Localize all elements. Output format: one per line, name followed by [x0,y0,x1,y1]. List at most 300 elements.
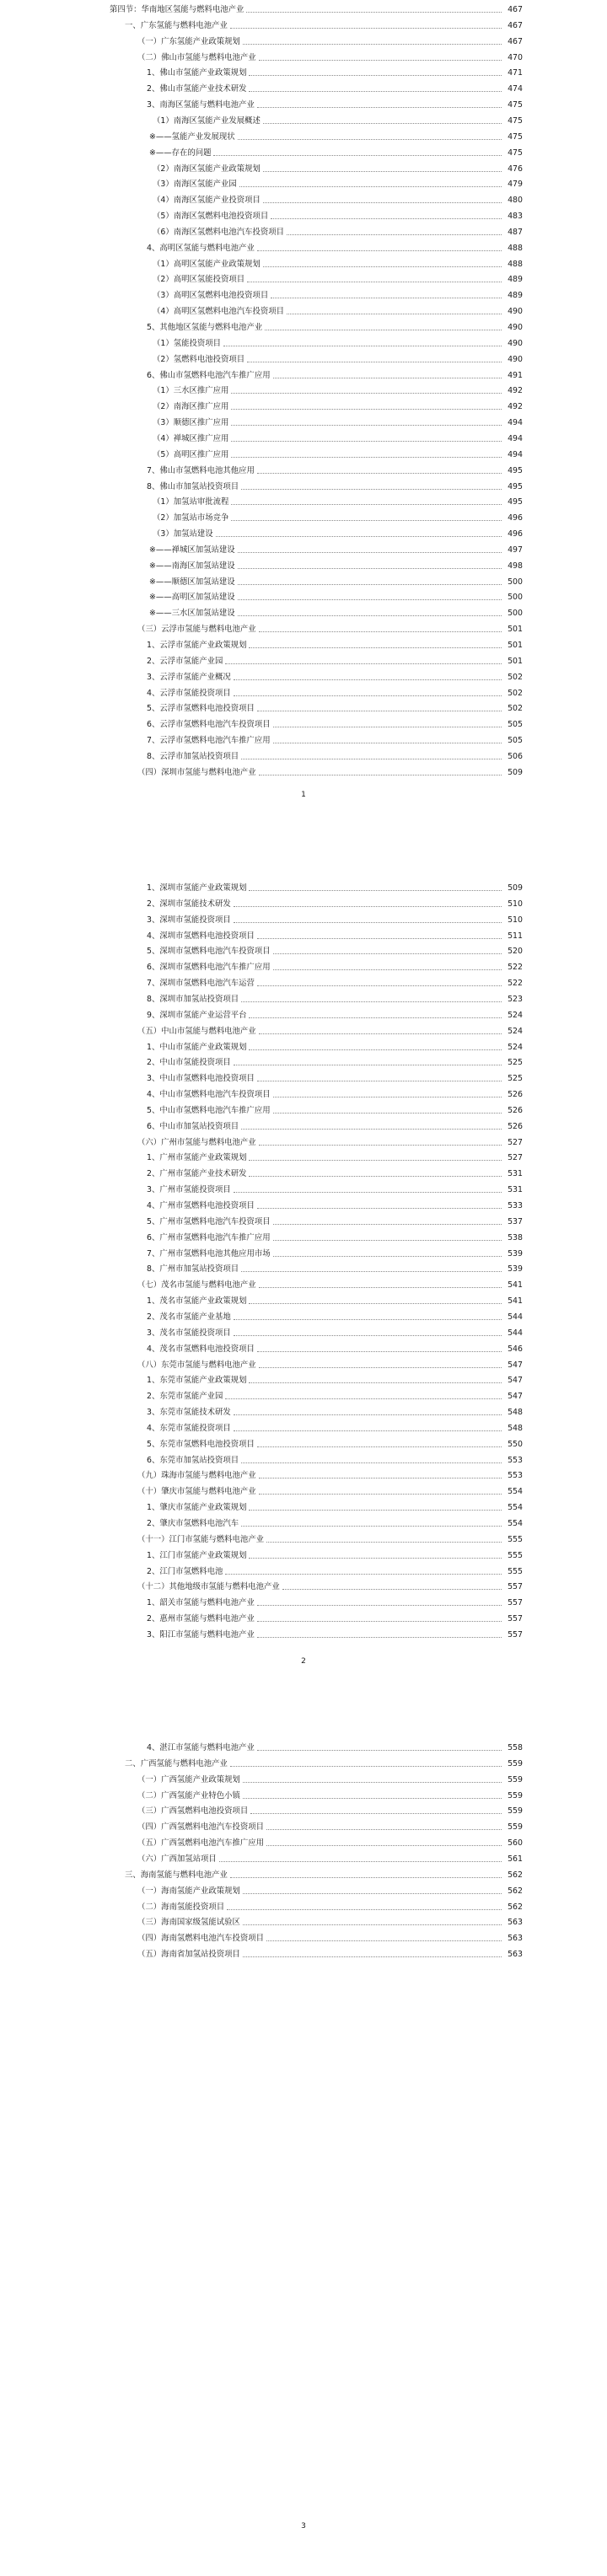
dot-leader [246,11,502,13]
dot-leader [249,74,502,76]
toc-entry[interactable] [147,318,523,333]
dot-leader [234,1334,502,1336]
toc-entry-title: （七）茂名市氢能与燃料电池产业 [137,1280,256,1291]
toc-entry[interactable] [147,1117,523,1132]
toc-entry-title: （三）广西氢燃料电池投资项目 [137,1806,249,1817]
toc-entry-title: （八）东莞市氢能与燃料电池产业 [137,1360,256,1370]
toc-entry[interactable] [137,1530,523,1545]
toc-entry[interactable] [147,1180,523,1195]
toc-entry[interactable] [147,1101,523,1116]
toc-entry[interactable] [147,366,523,381]
toc-entry-page: 475 [508,115,523,126]
toc-entry-title: （三）海南国家级氢能试验区 [137,1918,240,1928]
toc-entry[interactable] [147,1196,523,1211]
dot-leader [241,488,502,490]
dot-leader [241,1525,502,1527]
toc-entry-page: 520 [508,947,523,957]
dot-leader [243,1781,502,1783]
toc-entry[interactable] [137,1945,523,1960]
toc-entry-page: 550 [508,1439,523,1449]
toc-entry-title: 5、东莞市氢燃料电池投资项目 [147,1439,255,1449]
toc-entry-title: 6、中山市加氢站投资项目 [147,1121,239,1131]
dot-leader [257,1207,502,1209]
dot-leader [249,90,502,92]
toc-entry[interactable] [147,1038,523,1053]
dot-leader [231,424,502,426]
dot-leader [231,519,502,521]
toc-entry-title: 6、广州市氢燃料电池汽车推广应用 [147,1232,271,1242]
toc-entry[interactable] [153,191,523,206]
toc-entry[interactable] [153,270,523,285]
toc-entry-page: 467 [508,36,523,46]
dot-leader [241,1001,502,1002]
toc-entry[interactable] [147,652,523,667]
toc-entry-title: 5、中山市氢燃料电池汽车推广应用 [147,1105,271,1115]
toc-entry-title: （5）高明区推广应用 [153,449,229,459]
toc-entry-page: 559 [508,1806,523,1817]
toc-entry-title: 3、广州市氢能投资项目 [147,1185,231,1195]
toc-entry[interactable] [149,556,523,572]
toc-entry-title: （3）南海区氢能产业园 [153,180,237,190]
toc-entry-page: 488 [508,243,523,253]
toc-entry-title: ※——存在的问题 [149,148,212,158]
dot-leader [263,122,502,124]
dot-leader [249,1159,502,1161]
dot-leader [225,1398,502,1399]
toc-entry[interactable] [137,1355,523,1371]
toc-entry-page: 492 [508,386,523,396]
toc-entry[interactable] [147,1498,523,1513]
toc-entry[interactable] [137,1801,523,1817]
toc-entry[interactable] [147,79,523,94]
toc-entry[interactable] [153,524,523,539]
toc-entry[interactable] [137,1786,523,1801]
toc-entry-title: 2、中山市氢能投资项目 [147,1058,231,1068]
toc-entry-title: 3、茂名市氢能投资项目 [147,1328,231,1338]
toc-entry[interactable] [149,604,523,619]
dot-leader [243,43,502,45]
toc-entry-page: 526 [508,1121,523,1131]
toc-entry[interactable] [147,926,523,942]
toc-entry-title: 2、广州市氢能产业技术研发 [147,1169,247,1179]
toc-entry-page: 541 [508,1296,523,1307]
toc-entry-page: 562 [508,1870,523,1880]
dot-leader [273,726,502,727]
toc-entry[interactable] [147,1085,523,1100]
toc-entry-page: 553 [508,1471,523,1481]
toc-entry[interactable] [147,731,523,746]
toc-entry[interactable] [147,1738,523,1753]
toc-entry-page: 483 [508,212,523,222]
toc-entry-title: （四）广西氢燃料电池汽车投资项目 [137,1822,265,1833]
toc-entry[interactable] [125,1865,523,1881]
dot-leader [249,1382,502,1383]
toc-entry-title: 二、广西氢能与燃料电池产业 [125,1758,228,1768]
toc-entry-title: （3）高明区氢燃料电池投资项目 [153,291,269,301]
dot-leader [273,742,502,743]
toc-entry-title: （六）广西加氢站项目 [137,1854,217,1864]
toc-entry[interactable] [137,1275,523,1291]
toc-entry[interactable] [147,1307,523,1323]
toc-entry[interactable] [147,1593,523,1608]
dot-leader [238,583,502,585]
toc-entry-page: 488 [508,259,523,269]
toc-entry[interactable] [147,1069,523,1084]
toc-entry-title: 1、韶关市氢能与燃料电池产业 [147,1598,255,1608]
toc-entry-page: 510 [508,915,523,925]
toc-entry-page: 548 [508,1423,523,1433]
toc-entry-page: 495 [508,481,523,491]
toc-entry-title: （2）氢燃料电池投资项目 [153,354,245,364]
dot-leader [230,1765,502,1767]
toc-entry[interactable] [147,910,523,926]
dot-leader [259,631,502,632]
toc-entry-title: 4、茂名市氢燃料电池投资项目 [147,1344,255,1354]
toc-entry[interactable] [147,1323,523,1339]
toc-entry-title: 3、云浮市氢能产业概况 [147,672,231,682]
toc-entry-page: 509 [508,767,523,777]
toc-entry[interactable] [147,1371,523,1386]
toc-entry[interactable] [147,942,523,957]
toc-entry[interactable] [137,32,523,47]
dot-leader [259,1493,502,1495]
dot-leader [238,567,502,569]
page-number: 1 [301,791,306,799]
toc-entry[interactable] [147,878,523,894]
dot-leader [273,969,502,970]
toc-entry[interactable] [153,255,523,270]
toc-entry[interactable] [149,572,523,588]
toc-entry[interactable] [147,974,523,989]
dot-leader [271,297,502,298]
toc-entry[interactable] [153,159,523,174]
toc-entry[interactable] [153,429,523,444]
toc-entry-title: （二）佛山市氢能与燃料电池产业 [137,52,256,62]
dot-leader [249,889,502,891]
toc-entry-title: （1）氢能投资项目 [153,338,221,348]
dot-leader [225,1573,502,1575]
toc-entry-page: 487 [508,227,523,237]
toc-entry-page: 496 [508,529,523,539]
toc-entry-page: 559 [508,1822,523,1833]
toc-entry-title: ※——氢能产业发展现状 [149,131,235,142]
toc-entry-page: 533 [508,1201,523,1210]
toc-entry[interactable] [147,1228,523,1243]
toc-entry[interactable] [153,397,523,412]
toc-entry[interactable] [137,1133,523,1148]
toc-entry[interactable] [137,1577,523,1592]
toc-entry[interactable] [147,1006,523,1021]
toc-entry-title: （十）肇庆市氢能与燃料电池产业 [137,1487,256,1497]
toc-entry-title: 3、深圳市氢能投资项目 [147,915,231,925]
toc-entry[interactable] [147,668,523,683]
toc-entry-title: 三、海南氢能与燃料电池产业 [125,1870,228,1880]
toc-page-3 [0,1720,607,2576]
toc-entry[interactable] [147,1562,523,1577]
dot-leader [249,1017,502,1018]
toc-entry[interactable] [147,1514,523,1529]
toc-entry-page: 558 [508,1743,523,1752]
toc-entry-page: 506 [508,751,523,761]
toc-entry-page: 475 [508,100,523,110]
toc-entry-page: 522 [508,979,523,989]
toc-entry[interactable] [153,508,523,523]
toc-entry-page: 495 [508,497,523,507]
toc-entry[interactable] [153,174,523,190]
toc-entry[interactable] [147,1291,523,1307]
toc-entry[interactable] [137,1022,523,1037]
toc-entry[interactable] [147,636,523,651]
toc-entry-page: 531 [508,1185,523,1195]
toc-page-1 [0,0,607,809]
toc-entry[interactable] [137,1466,523,1481]
toc-entry-page: 537 [508,1216,523,1226]
toc-entry-title: （五）广西氢燃料电池汽车推广应用 [137,1838,265,1849]
toc-entry[interactable] [147,95,523,110]
toc-entry-page: 475 [508,148,523,158]
toc-entry-page: 490 [508,307,523,317]
toc-entry[interactable] [153,350,523,365]
toc-entry-page: 546 [508,1344,523,1354]
toc-entry[interactable] [137,48,523,63]
toc-entry[interactable] [147,1387,523,1402]
toc-entry-title: （2）加氢站市场竞争 [153,513,229,523]
toc-entry-title: 6、深圳市氢燃料电池汽车推广应用 [147,963,271,973]
toc-entry-title: （1）南海区氢能产业发展概述 [153,115,261,126]
dot-leader [273,953,502,954]
toc-entry[interactable] [153,492,523,507]
toc-entry-page: 527 [508,1137,523,1147]
toc-entry[interactable] [147,747,523,762]
toc-entry[interactable] [137,1897,523,1913]
toc-entry-title: ※——顺德区加氢站建设 [149,577,235,587]
toc-entry-title: 8、云浮市加氢站投资项目 [147,751,239,761]
dot-leader [234,695,502,696]
dot-leader [266,1844,502,1846]
toc-entry-title: （4）南海区氢能产业投资项目 [153,196,261,206]
toc-entry-title: 2、肇庆市氢燃料电池汽车 [147,1519,239,1528]
toc-entry-title: 3、东莞市氢能技术研发 [147,1408,231,1418]
toc-entry-page: 496 [508,513,523,523]
toc-entry-page: 554 [508,1519,523,1528]
toc-entry-title: 1、东莞市氢能产业政策规划 [147,1376,247,1386]
toc-entry-page: 491 [508,370,523,380]
toc-entry[interactable] [137,1482,523,1497]
toc-entry[interactable] [137,1881,523,1897]
toc-entry-page: 490 [508,323,523,332]
toc-entry-title: 7、云浮市氢燃料电池汽车推广应用 [147,736,271,746]
toc-entry-page: 539 [508,1264,523,1275]
toc-entry-page: 525 [508,1058,523,1068]
toc-entry[interactable] [147,715,523,730]
toc-entry-title: 2、佛山市氢能产业技术研发 [147,84,247,94]
toc-entry[interactable] [149,143,523,158]
toc-entry[interactable] [153,223,523,238]
toc-entry-page: 563 [508,1918,523,1928]
dot-leader [259,1144,502,1146]
toc-entry-title: 2、深圳市氢能技术研发 [147,899,231,909]
toc-entry-page: 524 [508,1010,523,1020]
dot-leader [273,377,502,378]
toc-entry-page: 541 [508,1280,523,1291]
toc-entry-page: 523 [508,994,523,1004]
toc-entry[interactable] [153,111,523,126]
toc-entry-title: （十一）江门市氢能与燃料电池产业 [137,1534,265,1544]
toc-entry-page: 525 [508,1074,523,1084]
toc-entry-title: （2）高明区氢能投资项目 [153,275,245,285]
dot-leader [257,1620,502,1622]
dot-leader [234,679,502,680]
toc-entry[interactable] [149,588,523,603]
toc-entry-title: （5）南海区氢燃料电池投资项目 [153,212,269,222]
toc-entry-page: 489 [508,291,523,301]
dot-leader [257,937,502,939]
toc-page-2 [0,860,607,1686]
toc-entry[interactable] [153,334,523,349]
toc-entry-title: 1、茂名市氢能产业政策规划 [147,1296,247,1307]
dot-leader [273,1255,502,1257]
toc-entry[interactable] [149,540,523,555]
dot-leader [259,1286,502,1288]
dot-leader [287,233,502,235]
dot-leader [257,250,502,251]
toc-entry[interactable] [153,381,523,396]
toc-entry[interactable] [147,1546,523,1561]
toc-entry-page: 467 [508,20,523,30]
dot-leader [241,1270,502,1272]
toc-entry[interactable] [137,1770,523,1785]
toc-entry[interactable] [137,1929,523,1944]
toc-entry[interactable] [147,239,523,254]
dot-leader [249,1175,502,1177]
toc-entry-title: （四）海南氢燃料电池汽车投资项目 [137,1934,265,1944]
toc-entry-page: 476 [508,164,523,174]
toc-entry[interactable] [147,1403,523,1418]
dot-leader [257,1604,502,1606]
toc-entry[interactable] [147,1339,523,1355]
toc-entry[interactable] [147,699,523,714]
toc-entry[interactable] [137,620,523,635]
toc-entry-page: 555 [508,1534,523,1544]
toc-entry[interactable] [153,286,523,301]
toc-entry-title: ※——三水区加氢站建设 [149,609,235,619]
toc-entry-title: （六）广州市氢能与燃料电池产业 [137,1137,256,1147]
toc-entry[interactable] [137,1817,523,1833]
toc-entry-title: 1、肇庆市氢能产业政策规划 [147,1503,247,1513]
toc-entry-page: 553 [508,1455,523,1465]
toc-entry[interactable] [147,1053,523,1068]
toc-entry[interactable] [147,1148,523,1163]
toc-entry-title: ※——高明区加氢站建设 [149,593,235,603]
toc-entry-title: （3）加氢站建设 [153,529,213,539]
toc-entry[interactable] [147,461,523,476]
toc-entry[interactable] [149,127,523,142]
dot-leader [273,1096,502,1097]
toc-entry-title: 8、深圳市加氢站投资项目 [147,994,239,1004]
toc-entry[interactable] [110,0,523,15]
toc-entry[interactable] [147,1419,523,1434]
toc-entry[interactable] [125,1754,523,1769]
toc-entry-page: 502 [508,672,523,682]
toc-entry-page: 501 [508,656,523,666]
page-number: 3 [301,2522,306,2530]
toc-entry[interactable] [137,1849,523,1865]
toc-entry[interactable] [147,684,523,699]
toc-entry[interactable] [153,413,523,428]
toc-entry[interactable] [125,16,523,31]
toc-entry[interactable] [153,207,523,222]
toc-entry-title: （九）珠海市氢能与燃料电池产业 [137,1471,256,1481]
toc-entry-title: 4、云浮市氢能投资项目 [147,688,231,698]
toc-entry-title: 6、东莞市加氢站投资项目 [147,1455,239,1465]
dot-leader [287,313,502,314]
toc-entry-title: 7、佛山市氢燃料电池其他应用 [147,465,255,475]
toc-entry[interactable] [147,63,523,78]
toc-entry[interactable] [147,1609,523,1624]
toc-entry-title: （1）高明区氢能产业政策规划 [153,259,261,269]
toc-entry-title: （2）南海区氢能产业政策规划 [153,164,261,174]
dot-leader [266,1828,502,1830]
dot-leader [238,598,502,600]
toc-entry-title: （二）广西氢能产业特色小镇 [137,1790,240,1801]
dot-leader [239,185,502,187]
toc-entry-title: （五）中山市氢能与燃料电池产业 [137,1026,256,1036]
toc-entry-page: 475 [508,131,523,142]
toc-entry-title: 一、广东氢能与燃料电池产业 [125,20,228,30]
toc-entry-page: 492 [508,402,523,412]
toc-entry[interactable] [147,1244,523,1259]
toc-entry-page: 502 [508,688,523,698]
toc-entry-title: 1、江门市氢能产业政策规划 [147,1550,247,1560]
toc-entry-page: 490 [508,354,523,364]
dot-leader [231,408,502,410]
toc-entry-title: （1）三水区推广应用 [153,386,229,396]
dot-leader [257,985,502,986]
dot-leader [259,774,502,775]
dot-leader [216,535,502,537]
toc-entry[interactable] [147,958,523,973]
toc-entry[interactable] [147,1164,523,1179]
toc-entry[interactable] [153,445,523,460]
toc-entry-page: 526 [508,1090,523,1100]
dot-leader [227,1908,502,1910]
toc-entry[interactable] [147,1259,523,1275]
toc-entry[interactable] [147,477,523,492]
toc-entry-page: 522 [508,963,523,973]
toc-entry[interactable] [147,1435,523,1450]
toc-entry[interactable] [137,763,523,778]
dot-leader [263,266,502,267]
toc-entry[interactable] [137,1833,523,1849]
toc-entry-title: 4、深圳市氢燃料电池投资项目 [147,931,255,941]
dot-leader [234,921,502,923]
toc-entry-page: 505 [508,736,523,746]
toc-entry[interactable] [147,894,523,910]
toc-entry[interactable] [147,990,523,1005]
dot-leader [234,1191,502,1193]
toc-entry[interactable] [137,1913,523,1928]
toc-entry-page: 495 [508,465,523,475]
toc-entry[interactable] [153,302,523,317]
toc-entry[interactable] [147,1625,523,1640]
toc-entry[interactable] [147,1212,523,1227]
toc-entry-title: 1、佛山市氢能产业政策规划 [147,68,247,78]
dot-leader [231,456,502,458]
dot-leader [230,27,502,29]
toc-entry-page: 500 [508,593,523,603]
toc-entry[interactable] [147,1451,523,1466]
dot-leader [243,1924,502,1925]
